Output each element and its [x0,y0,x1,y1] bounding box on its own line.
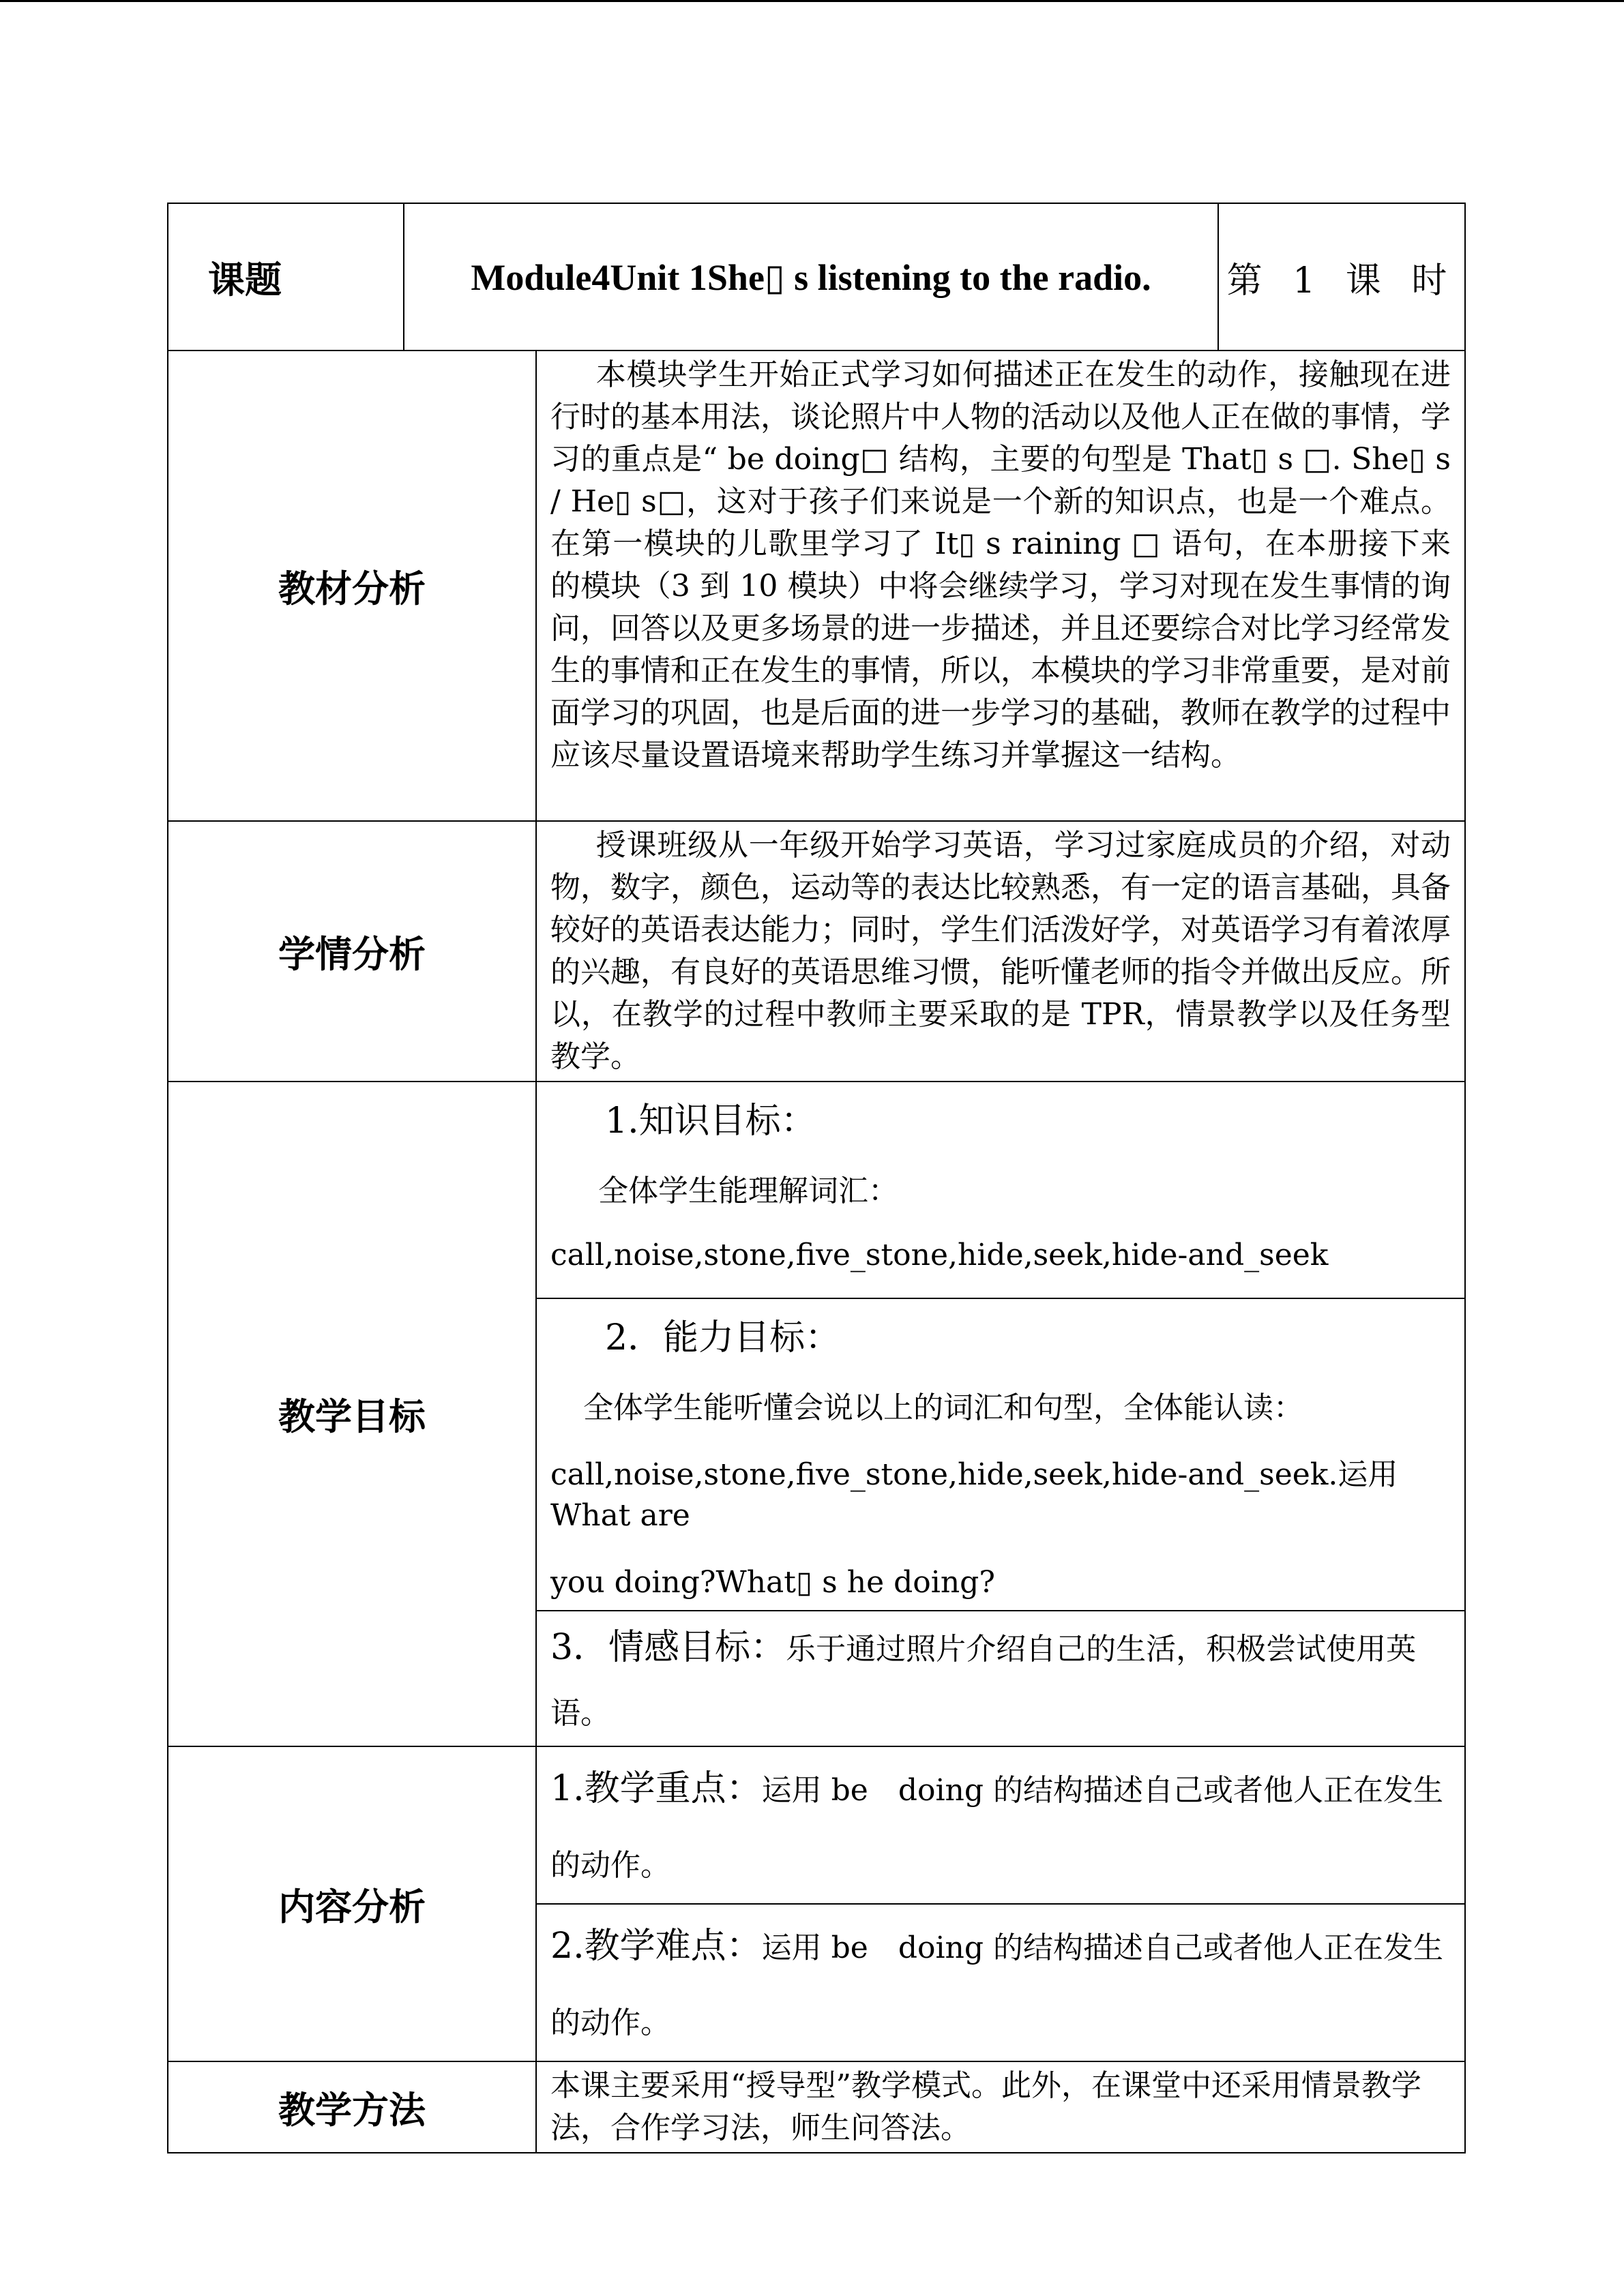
emotion-goal-text: 乐于通过照片介绍自己的生活，积极尝试使用英语。 [550,1632,1417,1731]
header-row [168,203,1465,351]
textbook-analysis-row [168,351,1465,821]
knowledge-goal-heading: 1.知识目标： [605,1101,816,1142]
difficulty-heading: 2.教学难点： [550,1926,762,1967]
key-point-row [168,1746,1465,1904]
student-analysis-row [168,821,1465,1082]
emotion-goal-heading: 3．情感目标： [550,1627,786,1668]
page-top-rule [0,0,1624,2]
knowledge-goal-line: 全体学生能理解词汇： [598,1174,898,1208]
teaching-goals-label: 教学目标 [168,1082,536,1746]
emotion-goal-cell [536,1611,1465,1746]
ability-goal-cell [536,1298,1465,1611]
student-analysis-label: 学情分析 [168,821,536,1082]
textbook-analysis-text: 本模块学生开始正式学习如何描述正在发生的动作，接触现在进行时的基本用法，谈论照片中人物的活动以及他人正在做的事情，学习的重点是“ be doing□ 结构，主要的句型是 That▯ s □. She▯ s / He▯ s□，这对于孩子们来说是一个新的知识点，也是一个难点。在第一模块的儿歌里学习了 It▯ s raining □ 语句，在本册接下来的模块（3 到 10 模块）中将会继续学习，学习对现在发生事情的询问，回答以及更多场景的进一步描述，并且还要综合对比学习经常发生的事情和正在发生的事情，所以，本模块的学习非常重要，是对前面学习的巩固，也是后面的进一步学习的基础，教师在教学的过程中应该尽量设置语境来帮助学生练习并掌握这一结构。 [550,357,1451,773]
textbook-analysis-cell [536,351,1465,821]
period-label: 第 1 课 时 [1218,203,1465,351]
difficulty-cell [536,1904,1465,2061]
knowledge-goal-cell [536,1082,1465,1298]
content-analysis-label: 内容分析 [168,1746,536,2061]
key-point-heading: 1.教学重点： [550,1768,762,1809]
teaching-method-label: 教学方法 [168,2061,536,2153]
ability-goal-vocabulary: call,noise,stone,five_stone,hide,seek,hide-and_seek.运用 What are [550,1457,1398,1533]
ability-goal-heading: 2．能力目标： [605,1317,841,1358]
teaching-method-row [168,2061,1465,2153]
knowledge-goal-row [168,1082,1465,1298]
difficulty-text: 运用 be doing 的结构描述自己或者他人正在发生的动作。 [550,1930,1444,2040]
student-analysis-text: 授课班级从一年级开始学习英语，学习过家庭成员的介绍，对动物，数字，颜色，运动等的表达比较熟悉，有一定的语言基础，具备较好的英语表达能力；同时，学生们活泼好学，对英语学习有着浓厚的兴趣，有良好的英语思维习惯，能听懂老师的指令并做出反应。所以，在教学的过程中教师主要采取的是 TPR，情景教学以及任务型教学。 [550,828,1451,1074]
textbook-analysis-label: 教材分析 [168,351,536,821]
lesson-title: Module4Unit 1She▯ s listening to the radio. [404,203,1218,351]
ability-goal-line: 全体学生能听懂会说以上的词汇和句型，全体能认读： [583,1390,1303,1425]
knowledge-goal-vocabulary: call,noise,stone,five_stone,hide,seek,hide-and_seek [550,1238,1329,1272]
subject-label: 课题 [168,203,404,351]
teaching-method-text: 本课主要采用“授导型”教学模式。此外，在课堂中还采用情景教学法，合作学习法，师生问答法。 [536,2061,1465,2153]
student-analysis-cell [536,821,1465,1082]
key-point-cell [536,1746,1465,1904]
ability-goal-sentences: you doing?What▯ s he doing? [550,1565,995,1600]
key-point-text: 运用 be doing 的结构描述自己或者他人正在发生的动作。 [550,1773,1444,1883]
lesson-plan-table [167,203,1466,2153]
